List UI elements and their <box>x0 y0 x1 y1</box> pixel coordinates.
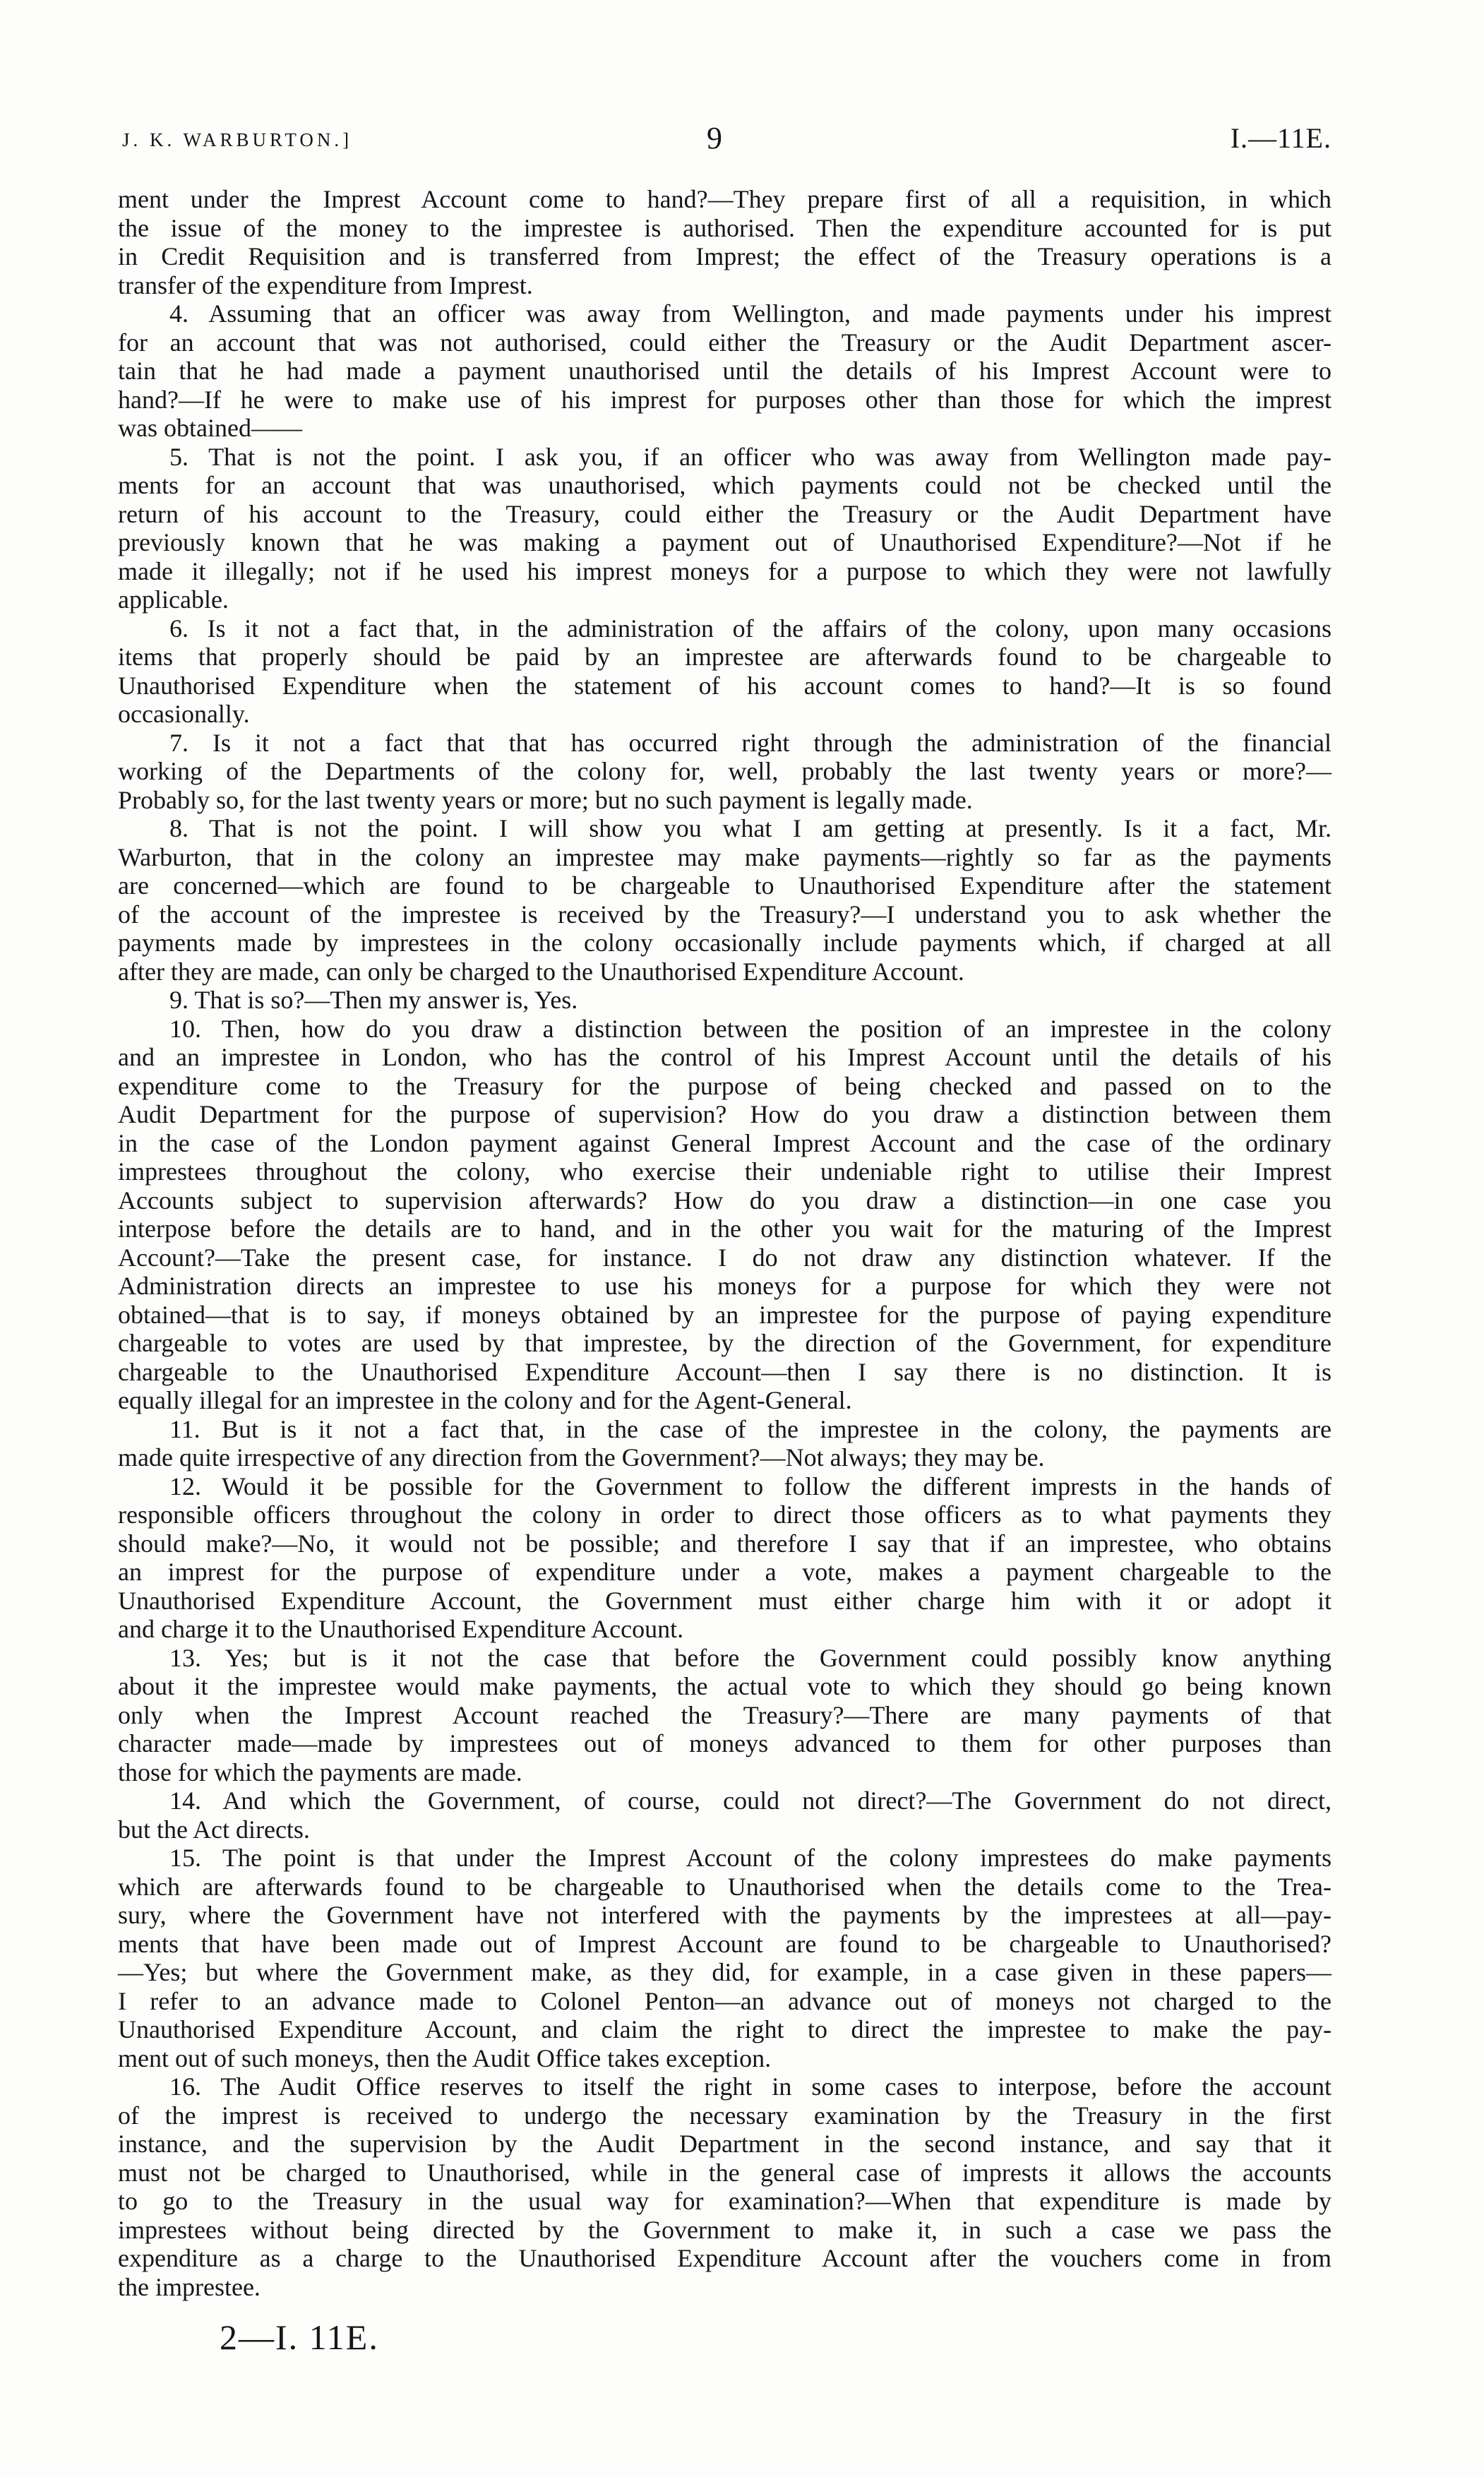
text-line: imprestees throughout the colony, who exercise their undeniable right to utilise their Imprest <box>118 1157 1332 1186</box>
text-line: for an account that was not authorised, could either the Treasury or the Audit Department ascer- <box>118 328 1332 357</box>
text-line: return of his account to the Treasury, could either the Treasury or the Audit Department have <box>118 499 1332 528</box>
text-line: was obtained—— <box>118 414 302 442</box>
text-line: ment under the Imprest Account come to hand?—They prepare first of all a requisition, in which <box>118 185 1332 213</box>
paragraph <box>118 185 1332 299</box>
paragraph <box>118 614 1332 729</box>
text-line: should make?—No, it would not be possible; and therefore I say that if an imprestee, who obtains <box>118 1529 1332 1558</box>
text-line: responsible officers throughout the colony in order to direct those officers as to what payments they <box>118 1500 1332 1529</box>
paragraph <box>118 1844 1332 2072</box>
printer-signature-mark: 2—I. 11E. <box>220 2317 379 2357</box>
text-line: about it the imprestee would make payments, the actual vote to which they should go being known <box>118 1672 1332 1700</box>
paragraph <box>118 1415 1332 1472</box>
text-line: to go to the Treasury in the usual way for examination?—When that expenditure is made by <box>118 2187 1332 2215</box>
text-line: chargeable to the Unauthorised Expenditure Account—then I say there is no distinction. It is <box>118 1357 1332 1386</box>
text-line: Audit Department for the purpose of supervision? How do you draw a distinction between them <box>118 1100 1332 1128</box>
text-line: in Credit Requisition and is transferred from Imprest; the effect of the Treasury operations is a <box>118 242 1332 270</box>
text-line: but the Act directs. <box>118 1815 310 1844</box>
text-line: made quite irrespective of any direction from the Government?—Not always; they may be. <box>118 1443 1045 1472</box>
text-line: 9. That is so?—Then my answer is, Yes. <box>169 986 578 1014</box>
text-line: Accounts subject to supervision afterwards? How do you draw a distinction—in one case you <box>118 1186 1332 1214</box>
paragraph <box>118 1644 1332 1787</box>
paragraph <box>118 443 1332 614</box>
text-line: character made—made by imprestees out of moneys advanced to them for other purposes than <box>118 1729 1332 1757</box>
text-line: ments that have been made out of Imprest Account are found to be chargeable to Unauthorised? <box>118 1929 1332 1958</box>
paragraph <box>118 1472 1332 1644</box>
text-line: items that properly should be paid by an imprestee are afterwards found to be chargeable to <box>118 643 1332 671</box>
text-line: which are afterwards found to be chargeable to Unauthorised when the details come to the Trea- <box>118 1872 1332 1901</box>
paragraph <box>118 729 1332 815</box>
text-line: chargeable to votes are used by that imprestee, by the direction of the Government, for expenditure <box>118 1329 1332 1357</box>
text-line: 12. Would it be possible for the Government to follow the different imprests in the hands of <box>169 1472 1332 1500</box>
text-line: 8. That is not the point. I will show you what I am getting at presently. Is it a fact, Mr. <box>169 814 1332 842</box>
paragraph <box>118 1015 1332 1415</box>
text-line: previously known that he was making a payment out of Unauthorised Expenditure?—Not if he <box>118 528 1332 556</box>
text-line: expenditure come to the Treasury for the purpose of being checked and passed on to the <box>118 1071 1332 1100</box>
text-line: an imprest for the purpose of expenditure under a vote, makes a payment chargeable to the <box>118 1558 1332 1586</box>
text-line: Probably so, for the last twenty years or more; but no such payment is legally made. <box>118 785 973 814</box>
document-reference: I.—11E. <box>1230 122 1332 154</box>
paragraph <box>118 1786 1332 1844</box>
text-line: are concerned—which are found to be chargeable to Unauthorised Expenditure after the statement <box>118 871 1332 900</box>
text-line: of the imprest is received to undergo the necessary examination by the Treasury in the first <box>118 2101 1332 2130</box>
text-line: equally illegal for an imprestee in the colony and for the Agent-General. <box>118 1386 852 1414</box>
text-line: 14. And which the Government, of course, could not direct?—The Government do not direct, <box>169 1786 1332 1815</box>
text-line: 15. The point is that under the Imprest Account of the colony imprestees do make payments <box>169 1844 1332 1872</box>
text-line: and charge it to the Unauthorised Expenditure Account. <box>118 1615 684 1643</box>
text-line: payments made by imprestees in the colony occasionally include payments which, if charged at all <box>118 929 1332 957</box>
text-line: working of the Departments of the colony for, well, probably the last twenty years or more?— <box>118 757 1332 785</box>
text-line: Unauthorised Expenditure Account, and claim the right to direct the imprestee to make the pay- <box>118 2015 1332 2043</box>
text-line: obtained—that is to say, if moneys obtained by an imprestee for the purpose of paying expenditure <box>118 1300 1332 1329</box>
text-line: Account?—Take the present case, for instance. I do not draw any distinction whatever. If the <box>118 1243 1332 1272</box>
text-line: Unauthorised Expenditure when the statement of his account comes to hand?—It is so found <box>118 671 1332 700</box>
running-head-witness: J. K. WARBURTON.] <box>122 129 353 150</box>
text-line: the issue of the money to the imprestee is authorised. Then the expenditure accounted for is put <box>118 213 1332 242</box>
text-line: 6. Is it not a fact that, in the administration of the affairs of the colony, upon many occasions <box>169 614 1332 643</box>
page-number: 9 <box>707 121 722 155</box>
text-line: I refer to an advance made to Colonel Penton—an advance out of moneys not charged to the <box>118 1986 1332 2015</box>
paragraph <box>118 299 1332 443</box>
text-line: 13. Yes; but is it not the case that before the Government could possibly know anything <box>169 1643 1332 1672</box>
paragraph <box>118 986 1332 1015</box>
text-line: Administration directs an imprestee to use his moneys for a purpose for which they were not <box>118 1272 1332 1300</box>
text-line: only when the Imprest Account reached the Treasury?—There are many payments of that <box>118 1700 1332 1729</box>
text-line: made it illegally; not if he used his imprest moneys for a purpose to which they were not lawfully <box>118 556 1332 585</box>
text-line: tain that he had made a payment unauthorised until the details of his Imprest Account were to <box>118 357 1332 385</box>
text-line: expenditure as a charge to the Unauthorised Expenditure Account after the vouchers come in from <box>118 2244 1332 2272</box>
text-line: sury, where the Government have not interfered with the payments by the imprestees at all—pay- <box>118 1901 1332 1929</box>
text-line: 16. The Audit Office reserves to itself the right in some cases to interpose, before the account <box>169 2072 1332 2101</box>
paragraph <box>118 814 1332 986</box>
text-line: and an imprestee in London, who has the control of his Imprest Account until the details of his <box>118 1043 1332 1071</box>
text-line: 10. Then, how do you draw a distinction between the position of an imprestee in the colony <box>169 1014 1332 1043</box>
text-line: of the account of the imprestee is received by the Treasury?—I understand you to ask whether the <box>118 900 1332 929</box>
text-line: after they are made, can only be charged to the Unauthorised Expenditure Account. <box>118 957 964 986</box>
text-line: 4. Assuming that an officer was away from Wellington, and made payments under his imprest <box>169 299 1332 328</box>
text-line: the imprestee. <box>118 2272 261 2301</box>
text-line: ment out of such moneys, then the Audit Office takes exception. <box>118 2043 772 2072</box>
text-line: Unauthorised Expenditure Account, the Government must either charge him with it or adopt it <box>118 1586 1332 1615</box>
text-line: imprestees without being directed by the Government to make it, in such a case we pass the <box>118 2215 1332 2244</box>
text-line: occasionally. <box>118 700 250 728</box>
text-line: 5. That is not the point. I ask you, if an officer who was away from Wellington made pay- <box>169 442 1332 471</box>
text-line: 11. But is it not a fact that, in the case of the imprestee in the colony, the payments are <box>169 1414 1332 1443</box>
body-text <box>118 185 1332 2301</box>
text-line: those for which the payments are made. <box>118 1757 522 1786</box>
text-line: ments for an account that was unauthorised, which payments could not be checked until the <box>118 471 1332 499</box>
text-line: —Yes; but where the Government make, as they did, for example, in a case given in these papers— <box>118 1958 1332 1986</box>
text-line: instance, and the supervision by the Audit Department in the second instance, and say that it <box>118 2130 1332 2158</box>
text-line: 7. Is it not a fact that that has occurred right through the administration of the financial <box>169 728 1332 757</box>
text-line: hand?—If he were to make use of his imprest for purposes other than those for which the imprest <box>118 385 1332 414</box>
text-line: interpose before the details are to hand, and in the other you wait for the maturing of the Imprest <box>118 1214 1332 1243</box>
text-line: in the case of the London payment against General Imprest Account and the case of the ordinary <box>118 1128 1332 1157</box>
paragraph <box>118 2072 1332 2301</box>
text-line: applicable. <box>118 585 229 614</box>
text-line: must not be charged to Unauthorised, while in the general case of imprests it allows the accounts <box>118 2158 1332 2187</box>
text-line: Warburton, that in the colony an imprestee may make payments—rightly so far as the payments <box>118 842 1332 871</box>
text-line: transfer of the expenditure from Imprest. <box>118 270 533 299</box>
